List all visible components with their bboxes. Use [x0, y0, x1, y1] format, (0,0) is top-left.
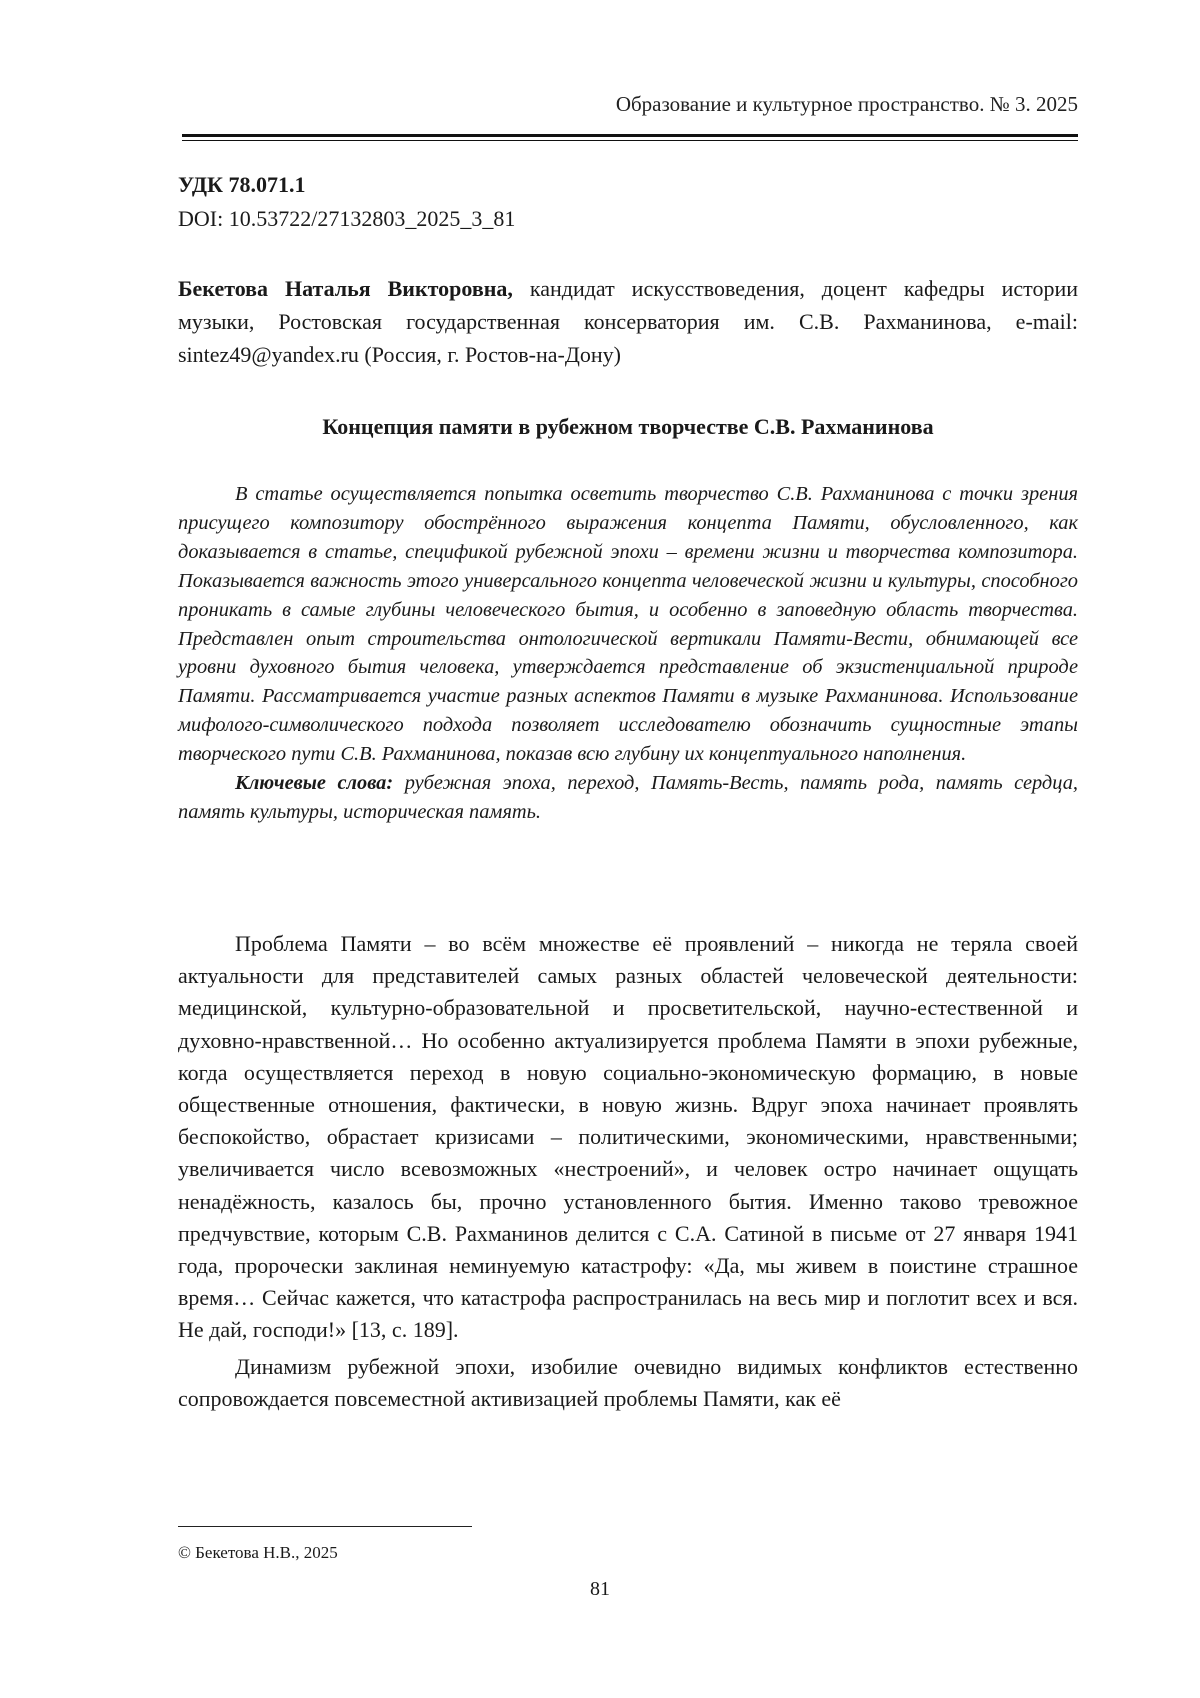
body-text: [178, 928, 1078, 1415]
abstract-text: В статье осуществляется попытка осветить творчество С.В. Рахманинова с точки зрения присущего композитору обострённого выражения концепта Памяти, обусловленного, как доказывается в статье, спецификой рубежной эпохи – времени жизни и творчества композитора. Показывается важность этого универсального концепта человеческой жизни и культуры, способного проникать в самые глубины человеческого бытия, и особенно в заповедную область творчества. Представлен опыт строительства онтологической вертикали Памяти-Вести, обнимающей все уровни духовного бытия человека, утверждается представление об экзистенциальной природе Памяти. Рассматривается участие разных аспектов Памяти в музыке Рахманинова. Использование мифолого-символического подхода позволяет исследователю обозначить сущностные этапы творческого пути С.В. Рахманинова, показав всю глубину их концептуального наполнения.: [178, 483, 1078, 766]
author-info: кандидат искусствоведения, доцент кафедры истории музыки, Ростовская государственная консерватория им. С.В. Рахманинова, e-mail: sintez49@yandex.ru (Россия, г. Ростов-на-Дону): [178, 276, 1079, 367]
keywords: [178, 769, 1078, 827]
author-block: [178, 272, 1078, 371]
footnote-rule: [178, 1526, 472, 1527]
article-title: Концепция памяти в рубежном творчестве С.В. Рахманинова: [322, 414, 934, 439]
keywords-label: Ключевые слова:: [235, 772, 394, 795]
page-number: 81: [590, 1578, 610, 1600]
header-rule-thin: [182, 140, 1078, 141]
header-rule-thick: [182, 134, 1078, 137]
author-name: Бекетова Наталья Викторовна,: [178, 276, 513, 301]
udk-code: УДК 78.071.1: [178, 172, 306, 197]
abstract: [178, 480, 1078, 827]
doi: DOI: 10.53722/27132803_2025_3_81: [178, 206, 516, 231]
keywords-list: рубежная эпоха, переход, Память-Весть, память рода, память сердца, память культуры, историческая память.: [178, 772, 1078, 823]
body-paragraph: Динамизм рубежной эпохи, изобилие очевидно видимых конфликтов естественно сопровождается повсеместной активизацией проблемы Памяти, как её: [178, 1353, 1078, 1411]
copyright-footnote: © Бекетова Н.В., 2025: [178, 1543, 338, 1562]
body-paragraph: Проблема Памяти – во всём множестве её проявлений – никогда не теряла своей актуальности для представителей самых разных областей человеческой деятельности: медицинской, культурно-образовательной и просветительской, научно-естественной и духовно-нравственной… Но особенно актуализируется проблема Памяти в эпохи рубежные, когда осуществляется переход в новую социально-экономическую формацию, в новые общественные отношения, фактически, в новую жизнь. Вдруг эпоха начинает проявлять беспокойство, обрастает кризисами – политическими, экономическими, нравственными; увеличивается число всевозможных «нестроений», и человек остро начинает ощущать ненадёжность, казалось бы, прочно установленного бытия. Именно таково тревожное предчувствие, которым С.В. Рахманинов делится с С.А. Сатиной в письме от 27 января 1941 года, пророчески заклиная неминуемую катастрофу: «Да, мы живем в поистине страшное время… Сейчас кажется, что катастрофа распространилась на весь мир и поглотит всех и вся. Не дай, господи!» [13, с. 189].: [178, 931, 1078, 1343]
running-head: Образование и культурное пространство. № 3. 2025: [615, 92, 1078, 116]
